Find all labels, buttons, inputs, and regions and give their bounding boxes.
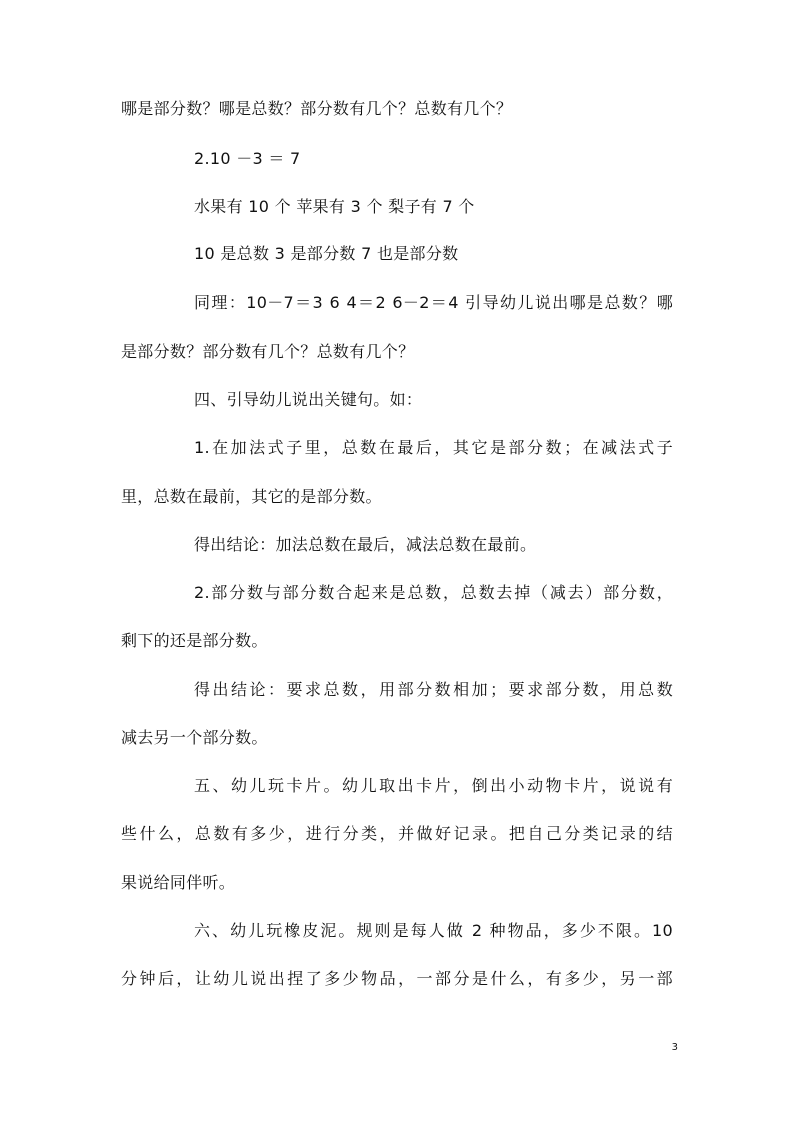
text-line: 分钟后，让幼儿说出捏了多少物品，一部分是什么，有多少，另一部	[121, 969, 673, 988]
text-line: 里，总数在最前，其它的是部分数。	[121, 487, 382, 506]
text-line: 得出结论：加法总数在最后，减法总数在最前。	[194, 535, 537, 554]
text-line: 减去另一个部分数。	[121, 728, 268, 747]
text-line: 同理：10－7＝3 6 4＝2 6－2＝4 引导幼儿说出哪是总数？哪	[194, 293, 673, 312]
text-line: 果说给同伴听。	[121, 873, 236, 892]
text-line: 些什么，总数有多少，进行分类，并做好记录。把自己分类记录的结	[121, 824, 673, 843]
text-line: 得出结论：要求总数，用部分数相加；要求部分数，用总数	[194, 680, 673, 699]
text-line: 1.在加法式子里，总数在最后，其它是部分数；在减法式子	[194, 438, 673, 457]
text-line: 水果有 10 个 苹果有 3 个 梨子有 7 个	[194, 197, 475, 216]
text-line: 剩下的还是部分数。	[121, 631, 268, 650]
text-line: 2.部分数与部分数合起来是总数，总数去掉（减去）部分数，	[194, 583, 673, 602]
text-line: 10 是总数 3 是部分数 7 也是部分数	[194, 244, 459, 263]
section-heading: 四、引导幼儿说出关键句。如：	[194, 390, 423, 409]
page-number: 3	[671, 1042, 678, 1053]
text-line: 哪是部分数？哪是总数？部分数有几个？总数有几个？	[121, 99, 513, 118]
section-heading: 五、幼儿玩卡片。幼儿取出卡片，倒出小动物卡片，说说有	[194, 776, 673, 795]
section-heading: 六、幼儿玩橡皮泥。规则是每人做 2 种物品，多少不限。10	[194, 921, 673, 940]
text-line: 2.10 －3 ＝ 7	[194, 149, 301, 168]
text-line: 是部分数？部分数有几个？总数有几个？	[121, 342, 415, 361]
